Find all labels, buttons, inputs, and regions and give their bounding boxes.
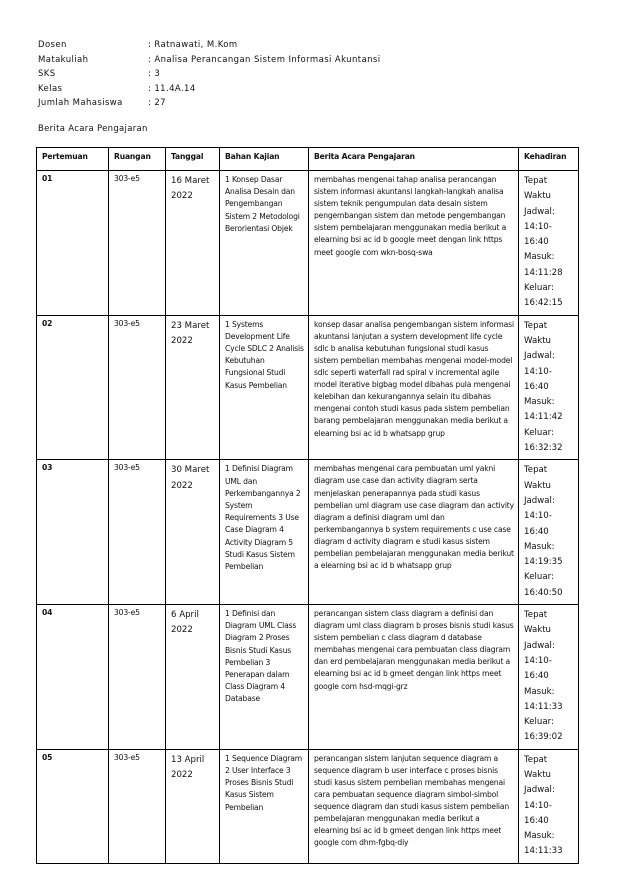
info-label: Dosen — [38, 40, 67, 50]
cell-tanggal: 30 Maret 2022 — [166, 460, 220, 605]
table-header-row — [37, 148, 579, 171]
kehadiran-line: Jadwal: — [524, 351, 555, 362]
cell-bahan-kajian: 1 Systems Development Life Cycle SDLC 2 Analisis Kebutuhan Fungsional Studi Kasus Pembelian — [220, 315, 309, 460]
cell-tanggal: 13 April 2022 — [166, 749, 220, 863]
kehadiran-line: Jadwal: — [524, 785, 555, 796]
cell-bahan-kajian: 1 Sequence Diagram 2 User Interface 3 Proses Bisnis Studi Kasus Sistem Pembelian — [220, 749, 309, 863]
kehadiran-line: Masuk: — [524, 686, 555, 697]
cell-kehadiran — [519, 605, 579, 750]
kehadiran-line: 14:11:28 — [524, 267, 563, 278]
kehadiran-line: Keluar: — [524, 283, 554, 294]
info-row — [38, 96, 380, 111]
kehadiran-line: Keluar: — [524, 427, 554, 438]
cell-berita-acara: perancangan sistem lanjutan sequence diagram a sequence diagram b user interface c proses bisnis studi kasus sistem pembelian membahas mengenai cara pembuatan sequence diagram simbol-simbol sequence diagram dan studi kasus sistem pembelian pembelajaran menggunakan media berikut a elearning bsi ac id b gmeet dengan link https meet google com dhm-fgbq-diy — [309, 749, 519, 863]
kehadiran-line: Masuk: — [524, 831, 555, 842]
cell-pertemuan: 02 — [37, 315, 109, 460]
course-info — [38, 38, 380, 111]
cell-pertemuan: 01 — [37, 171, 109, 316]
cell-tanggal: 23 Maret 2022 — [166, 315, 220, 460]
table-row — [37, 171, 579, 316]
cell-bahan-kajian: 1 Definisi Diagram UML dan Perkembangannya 2 System Requirements 3 Use Case Diagram 4 Activity Diagram 5 Studi Kasus Sistem Pembelian — [220, 460, 309, 605]
cell-kehadiran — [519, 171, 579, 316]
kehadiran-line: Waktu — [524, 625, 552, 636]
info-label: SKS — [38, 69, 56, 79]
kehadiran-line: 16:40 — [524, 815, 549, 826]
cell-ruangan: 303-e5 — [109, 605, 166, 750]
kehadiran-line: 14:11:42 — [524, 412, 563, 423]
kehadiran-line: 16:32:32 — [524, 443, 563, 454]
info-row — [38, 67, 380, 82]
kehadiran-line: 14:10- — [524, 511, 552, 522]
info-value: : Analisa Perancangan Sistem Informasi Akuntansi — [148, 54, 381, 65]
cell-kehadiran — [519, 315, 579, 460]
kehadiran-line: Jadwal: — [524, 495, 555, 506]
cell-kehadiran — [519, 460, 579, 605]
cell-berita-acara: membahas mengenai tahap analisa perancangan sistem informasi akuntansi langkah-langkah analisa sistem teknik pengumpulan data desain sistem pengembangan sistem dan metode pengembangan sistem pembelajaran menggunakan media berikut a elearning bsi ac id b google meet dengan link https meet google com wkn-bosq-swa — [309, 171, 519, 316]
kehadiran-line: 14:10- — [524, 800, 552, 811]
info-row — [38, 53, 380, 68]
table-row — [37, 749, 579, 863]
cell-pertemuan: 03 — [37, 460, 109, 605]
kehadiran-line: Masuk: — [524, 252, 555, 263]
table-row — [37, 460, 579, 605]
kehadiran-line: Waktu — [524, 335, 552, 346]
cell-pertemuan: 04 — [37, 605, 109, 750]
header-kehadiran: Kehadiran — [519, 148, 579, 171]
info-value: : 27 — [148, 98, 166, 108]
cell-bahan-kajian: 1 Definisi dan Diagram UML Class Diagram 2 Proses Bisnis Studi Kasus Pembelian 3 Penerapan dalam Class Diagram 4 Database — [220, 605, 309, 750]
kehadiran-line: 16:40 — [524, 381, 549, 392]
cell-berita-acara: membahas mengenai cara pembuatan uml yakni diagram use case dan activity diagram serta menjelaskan penerapannya pada studi kasus pembelian uml diagram use case diagram dan activity diagram a definisi diagram uml dan perkembangannya b system requirements c use case diagram d activity diagram e studi kasus sistem pembelian pembelajaran menggunakan media berikut a elearning bsi ac id b whatsapp grup — [309, 460, 519, 605]
kehadiran-line: 14:10- — [524, 366, 552, 377]
table-row — [37, 605, 579, 750]
kehadiran-line: 14:10- — [524, 221, 552, 232]
cell-ruangan: 303-e5 — [109, 315, 166, 460]
header-pertemuan: Pertemuan — [37, 148, 109, 171]
kehadiran-line: 16:40 — [524, 671, 549, 682]
kehadiran-line: Jadwal: — [524, 640, 555, 651]
kehadiran-line: Waktu — [524, 769, 552, 780]
kehadiran-line: 14:19:35 — [524, 557, 563, 568]
cell-berita-acara: perancangan sistem class diagram a definisi dan diagram uml class diagram b proses bisnis studi kasus sistem pembelian c class diagram d database membahas mengenai cara pembuatan class diagram dan erd pembelajaran menggunakan media berikut a elearning bsi ac id b gmeet dengan link https meet google com hsd-mqgi-grz — [309, 605, 519, 750]
cell-tanggal: 6 April 2022 — [166, 605, 220, 750]
kehadiran-line: Waktu — [524, 480, 552, 491]
info-label: Kelas — [38, 83, 63, 94]
info-row — [38, 38, 380, 53]
kehadiran-line: 16:40 — [524, 526, 549, 537]
cell-ruangan: 303-e5 — [109, 749, 166, 863]
info-value: : 3 — [148, 69, 161, 79]
kehadiran-line: 16:39:02 — [524, 732, 563, 743]
kehadiran-line: 16:40:50 — [524, 587, 563, 598]
header-berita-acara: Berita Acara Pengajaran — [309, 148, 519, 171]
kehadiran-line: Jadwal: — [524, 206, 555, 217]
kehadiran-line: Masuk: — [524, 541, 555, 552]
kehadiran-line: Tepat — [524, 610, 548, 621]
cell-pertemuan: 05 — [37, 749, 109, 863]
header-ruangan: Ruangan — [109, 148, 166, 171]
header-bahan-kajian: Bahan Kajian — [220, 148, 309, 171]
section-title: Berita Acara Pengajaran — [38, 124, 148, 134]
info-label: Jumlah Mahasiswa — [38, 98, 123, 108]
cell-bahan-kajian: 1 Konsep Dasar Analisa Desain dan Pengembangan Sistem 2 Metodologi Berorientasi Objek — [220, 171, 309, 316]
cell-kehadiran — [519, 749, 579, 863]
kehadiran-line: Tepat — [524, 754, 548, 765]
cell-tanggal: 16 Maret 2022 — [166, 171, 220, 316]
kehadiran-line: 16:40 — [524, 237, 549, 248]
kehadiran-line: 14:10- — [524, 655, 552, 666]
kehadiran-line: Keluar: — [524, 572, 554, 583]
kehadiran-line: Masuk: — [524, 397, 555, 408]
kehadiran-line: Waktu — [524, 191, 552, 202]
info-label: Matakuliah — [38, 54, 89, 65]
cell-ruangan: 303-e5 — [109, 171, 166, 316]
cell-berita-acara: konsep dasar analisa pengembangan sistem informasi akuntansi lanjutan a system development life cycle sdlc b analisa kebutuhan fungsional studi kasus sistem pembelian membahas mengenai model-model sdlc seperti waterfall rad spiral v incremental agile model iterative bigbag model dibahas pula mengenai kelebihan dan kekurangannya selain itu dibahas mengenai contoh studi kasus pada sistem pembelian barang pembelajaran menggunakan media berikut a elearning bsi ac id b whatsapp grup — [309, 315, 519, 460]
kehadiran-line: Keluar: — [524, 717, 554, 728]
kehadiran-line: 16:42:15 — [524, 298, 563, 309]
berita-acara-table — [36, 147, 579, 864]
info-value: : Ratnawati, M.Kom — [148, 40, 238, 50]
kehadiran-line: Tepat — [524, 320, 548, 331]
kehadiran-line: Tepat — [524, 176, 548, 186]
kehadiran-line: Tepat — [524, 465, 548, 476]
info-row — [38, 82, 380, 97]
info-value: : 11.4A.14 — [148, 83, 196, 94]
table-row — [37, 315, 579, 460]
cell-ruangan: 303-e5 — [109, 460, 166, 605]
kehadiran-line: 14:11:33 — [524, 701, 563, 712]
kehadiran-line: 14:11:33 — [524, 846, 563, 857]
header-tanggal: Tanggal — [166, 148, 220, 171]
